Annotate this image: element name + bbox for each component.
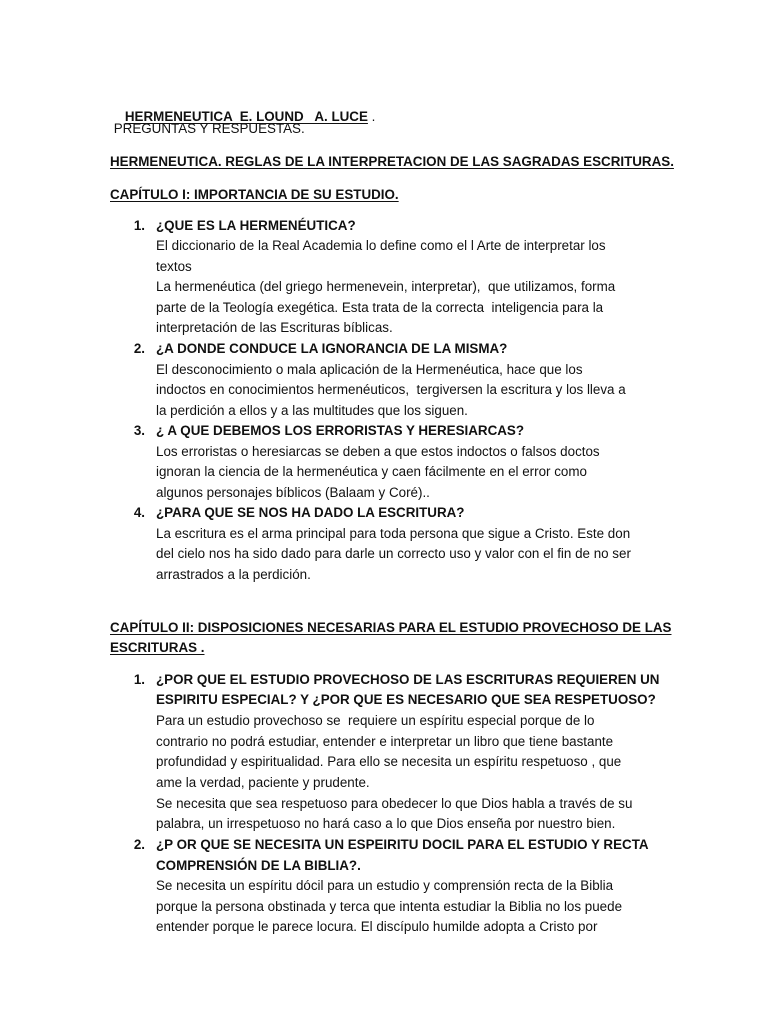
ch1-item-1-number: 1. [133,218,145,233]
ch1-item-3-answer-line: ignoran la ciencia de la hermenéutica y caen fácilmente en el error como [156,464,587,479]
ch1-item-2-answer-line: indoctos en conocimientos hermenéuticos, tergiversen la escritura y los lleva a [156,382,626,397]
ch2-item-1-answer-line: contrario no podrá estudiar, entender e interpretar un libro que tiene bastante [156,734,614,749]
document-subtitle: PREGUNTAS Y RESPUESTAS. [110,121,305,136]
ch1-item-1-answer-line: El diccionario de la Real Academia lo define como el l Arte de interpretar los [156,238,606,253]
ch1-item-4-answer-line: arrastrados a la perdición. [156,567,311,582]
ch1-item-3-question: ¿ A QUE DEBEMOS LOS ERRORISTAS Y HERESIARCAS? [156,423,525,438]
ch1-item-2-question: ¿A DONDE CONDUCE LA IGNORANCIA DE LA MISMA? [156,341,508,356]
ch1-item-1-answer-line: La hermenéutica (del griego hermenevein, interpretar), que utilizamos, forma [156,279,616,294]
chapter-2-title-line: ESCRITURAS . [110,640,205,655]
ch1-item-1-answer-line: interpretación de las Escrituras bíblicas. [156,320,393,335]
ch2-item-1-answer-line: Se necesita que sea respetuoso para obedecer lo que Dios habla a través de su [156,796,633,811]
ch1-item-4-answer-line: del cielo nos ha sido dado para darle un correcto uso y valor con el fin de no ser [156,546,631,561]
ch2-item-1-answer-line: ame la verdad, paciente y prudente. [156,775,370,790]
ch2-item-1-question-line: ESPIRITU ESPECIAL? Y ¿POR QUE ES NECESARIO QUE SEA RESPETUOSO? [156,692,656,707]
ch1-item-1-answer-line: textos [156,259,192,274]
document-title-tail: . [367,109,376,124]
ch1-item-1-answer-line: parte de la Teología exegética. Esta trata de la correcta inteligencia para la [156,300,604,315]
ch2-item-2-question-line: ¿P OR QUE SE NECESITA UN ESPEIRITU DOCIL PARA EL ESTUDIO Y RECTA [156,837,649,852]
ch2-item-1-question-line: ¿POR QUE EL ESTUDIO PROVECHOSO DE LAS ESCRITURAS REQUIEREN UN [156,672,660,687]
ch2-item-2-number: 2. [133,837,145,852]
ch2-item-1-answer-line: palabra, un irrespetuoso no hará caso a lo que Dios enseña por nuestro bien. [156,816,616,831]
ch2-item-2-answer-line: Se necesita un espíritu dócil para un estudio y comprensión recta de la Biblia [156,878,614,893]
ch1-item-4-answer-line: La escritura es el arma principal para toda persona que sigue a Cristo. Este don [156,526,631,541]
ch1-item-3-answer-line: Los erroristas o heresiarcas se deben a que estos indoctos o falsos doctos [156,444,600,459]
ch1-item-4-number: 4. [133,505,145,520]
ch2-item-1-answer-line: profundidad y espiritualidad. Para ello se necesita un espíritu respetuoso , que [156,754,622,769]
ch2-item-2-answer-line: entender porque le parece locura. El discípulo humilde adopta a Cristo por [156,919,598,934]
document-title: HERMENEUTICA E. LOUND A. LUCE [124,109,368,124]
ch1-item-4-question: ¿PARA QUE SE NOS HA DADO LA ESCRITURA? [156,505,465,520]
ch1-item-3-number: 3. [133,423,145,438]
ch1-item-2-number: 2. [133,341,145,356]
chapter-2-title-line: CAPÍTULO II: DISPOSICIONES NECESARIAS PARA EL ESTUDIO PROVECHOSO DE LAS [110,620,672,635]
ch1-item-2-answer-line: la perdición a ellos y a las multitudes que los siguen. [156,403,468,418]
ch1-item-3-answer-line: algunos personajes bíblicos (Balaam y Coré).. [156,485,430,500]
document-heading: HERMENEUTICA. REGLAS DE LA INTERPRETACION DE LAS SAGRADAS ESCRITURAS. [110,154,674,169]
ch2-item-2-answer-line: porque la persona obstinada y terca que intenta estudiar la Biblia no los puede [156,899,623,914]
ch1-item-1-question: ¿QUE ES LA HERMENÉUTICA? [156,218,356,233]
ch2-item-1-number: 1. [133,672,145,687]
ch1-item-2-answer-line: El desconocimiento o mala aplicación de la Hermenéutica, hace que los [156,362,583,377]
ch2-item-2-question-line: COMPRENSIÓN DE LA BIBLIA?. [156,858,361,873]
ch2-item-1-answer-line: Para un estudio provechoso se requiere un espíritu especial porque de lo [156,713,595,728]
chapter-1-title: CAPÍTULO I: IMPORTANCIA DE SU ESTUDIO. [110,187,399,202]
